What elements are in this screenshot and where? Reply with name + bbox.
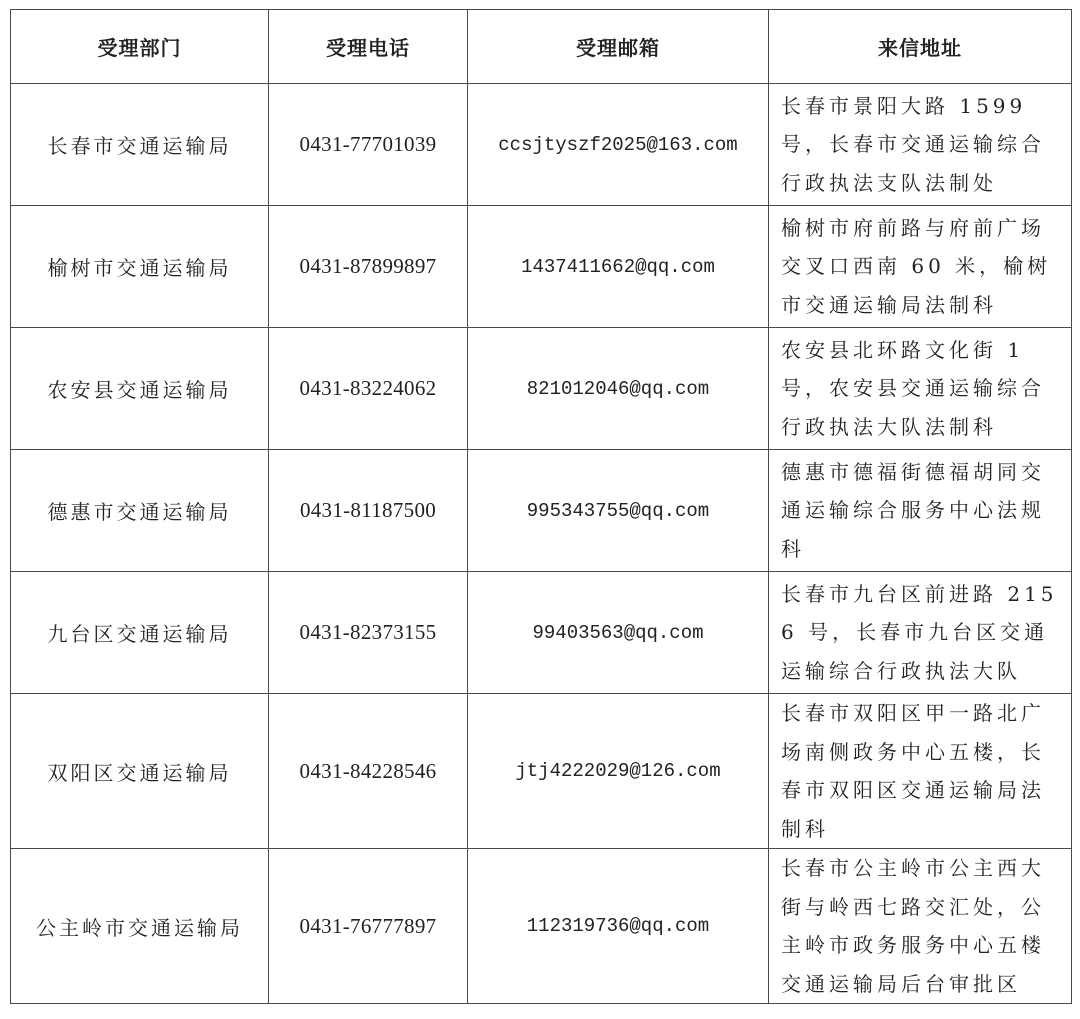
address-cell: 德惠市德福街德福胡同交通运输综合服务中心法规科 — [769, 450, 1072, 572]
department-cell: 九台区交通运输局 — [11, 572, 269, 694]
email-cell: 821012046@qq.com — [468, 328, 769, 450]
table-header — [11, 10, 1072, 84]
department-cell: 榆树市交通运输局 — [11, 206, 269, 328]
header-row — [11, 10, 1072, 84]
email-cell: ccsjtyszf2025@163.com — [468, 84, 769, 206]
table-row — [11, 849, 1072, 1004]
table-row — [11, 572, 1072, 694]
department-cell: 双阳区交通运输局 — [11, 694, 269, 849]
address-cell: 长春市九台区前进路 2156 号，长春市九台区交通运输综合行政执法大队 — [769, 572, 1072, 694]
email-cell: 1437411662@qq.com — [468, 206, 769, 328]
header-phone: 受理电话 — [269, 10, 468, 84]
department-cell: 长春市交通运输局 — [11, 84, 269, 206]
department-cell: 德惠市交通运输局 — [11, 450, 269, 572]
phone-cell: 0431-82373155 — [269, 572, 468, 694]
header-email: 受理邮箱 — [468, 10, 769, 84]
header-department: 受理部门 — [11, 10, 269, 84]
header-address: 来信地址 — [769, 10, 1072, 84]
email-cell: 99403563@qq.com — [468, 572, 769, 694]
address-cell: 长春市景阳大路 1599 号，长春市交通运输综合行政执法支队法制处 — [769, 84, 1072, 206]
email-cell: 112319736@qq.com — [468, 849, 769, 1004]
phone-cell: 0431-81187500 — [269, 450, 468, 572]
table-row — [11, 694, 1072, 849]
table-row — [11, 206, 1072, 328]
phone-cell: 0431-87899897 — [269, 206, 468, 328]
department-cell: 公主岭市交通运输局 — [11, 849, 269, 1004]
department-cell: 农安县交通运输局 — [11, 328, 269, 450]
table-row — [11, 84, 1072, 206]
phone-cell: 0431-84228546 — [269, 694, 468, 849]
address-cell: 农安县北环路文化街 1 号，农安县交通运输综合行政执法大队法制科 — [769, 328, 1072, 450]
phone-cell: 0431-77701039 — [269, 84, 468, 206]
email-cell: jtj4222029@126.com — [468, 694, 769, 849]
table-body — [11, 84, 1072, 1004]
phone-cell: 0431-76777897 — [269, 849, 468, 1004]
table-row — [11, 328, 1072, 450]
address-cell: 长春市双阳区甲一路北广场南侧政务中心五楼，长春市双阳区交通运输局法制科 — [769, 694, 1072, 849]
address-cell: 长春市公主岭市公主西大街与岭西七路交汇处，公主岭市政务服务中心五楼交通运输局后台审批区 — [769, 849, 1072, 1004]
contact-table — [10, 9, 1072, 1004]
table-row — [11, 450, 1072, 572]
phone-cell: 0431-83224062 — [269, 328, 468, 450]
address-cell: 榆树市府前路与府前广场交叉口西南 60 米，榆树市交通运输局法制科 — [769, 206, 1072, 328]
email-cell: 995343755@qq.com — [468, 450, 769, 572]
